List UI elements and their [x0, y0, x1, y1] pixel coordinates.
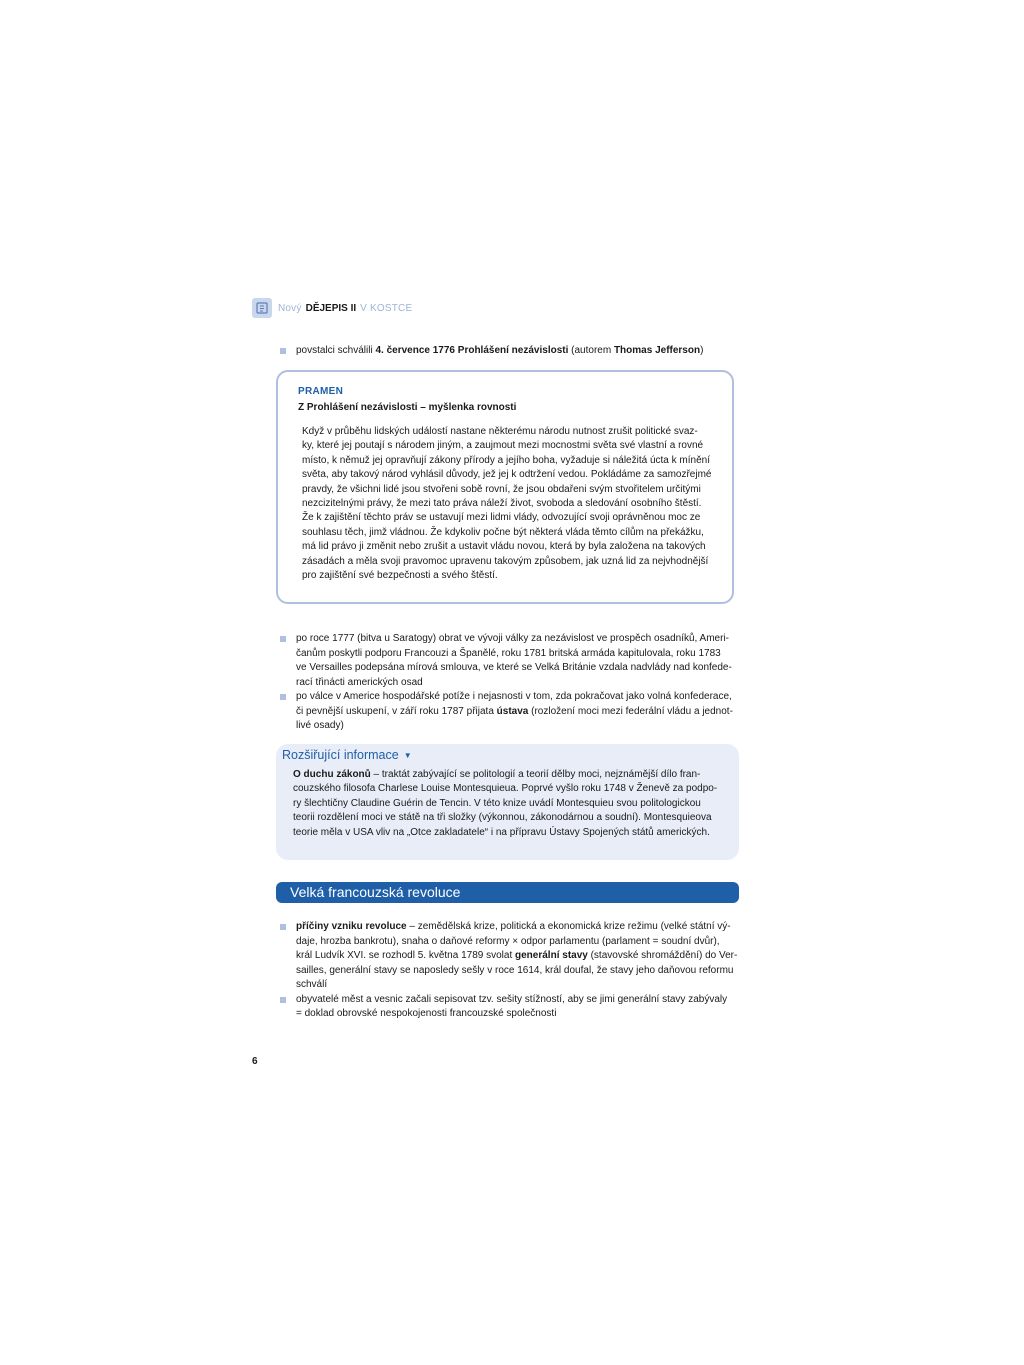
source-label: PRAMEN	[298, 386, 344, 397]
text-line	[296, 920, 742, 935]
text-bold: O duchu zákonů	[293, 769, 371, 780]
bullet-list-french	[280, 920, 742, 1022]
text-bold: ústava	[496, 705, 529, 717]
list-item	[280, 920, 742, 993]
text-line: teorii rozdělení moci ve státě na tři složky (výkonnou, zákonodárnou a soudní). Montesquieova	[293, 812, 712, 824]
info-heading-label: Rozšiřující informace	[282, 748, 399, 762]
text-line: pro zajištění své bezpečnosti a svého štěstí.	[302, 570, 498, 582]
text-line: sailles, generální stavy se naposledy sešly v roce 1614, král doufal, že stavy jeho daňovou reformu	[296, 964, 734, 976]
text-line: livé osady)	[296, 720, 344, 731]
text-line: místo, k němuž jej opravňují zákony přírody a jejího boha, vyžaduje si náležitá úcta k mínění	[302, 454, 710, 466]
list-item	[280, 690, 742, 734]
header-subtitle: V KOSTCE	[360, 302, 413, 314]
text: (stavovské shromáždění) do Ver-	[587, 950, 738, 961]
text: či pevnější uskupení, v září roku 1787 přijata	[296, 705, 497, 717]
list-item	[280, 632, 742, 690]
source-box	[276, 370, 734, 604]
text-line: po válce v Americe hospodářské potíže i nejasnosti v tom, zda pokračovat jako volná konfederace,	[296, 691, 732, 702]
text-line: nezcizitelnými právy, že mezi tato práva náleží život, svoboda a sledování osobního štěstí.	[302, 498, 702, 510]
text-bold: generální stavy	[515, 950, 588, 961]
text: – traktát zabývající se politologií a teorií dělby moci, nejznámější dílo fran-	[370, 769, 701, 780]
bullet-list-intro	[280, 344, 742, 359]
page-number: 6	[252, 1056, 258, 1067]
page-header	[252, 298, 412, 318]
info-box	[276, 744, 739, 860]
text: král Ludvík XVI. se rozhodl 5. května 1789 svolat	[296, 950, 516, 961]
text: povstalci schválili	[296, 345, 376, 356]
list-item	[280, 344, 742, 359]
text-line	[296, 705, 742, 720]
text: )	[700, 345, 704, 356]
triangle-down-icon: ▼	[403, 750, 412, 760]
text-line: schválí	[296, 979, 328, 990]
info-heading[interactable]	[282, 748, 723, 762]
list-item	[280, 993, 742, 1022]
text-line: zásadách a měla svoji pravomoc upravenu takovým způsobem, jak uzná lid za nejvhodnější	[302, 555, 709, 567]
text-line: Že k zajištění těchto práv se ustavují mezi lidmi vlády, odvozující svoji oprávněnou moc ze	[302, 512, 701, 524]
text-line: couzského filosofa Charlese Louise Montesquieua. Poprvé vyšlo roku 1748 v Ženevě za podpo-	[293, 783, 718, 795]
text-line: po roce 1777 (bitva u Saratogy) obrat ve vývoji války za nezávislost ve prospěch osadníků, Ameri-	[296, 633, 729, 644]
text-line: = doklad obrovské nespokojenosti francouzské společnosti	[296, 1008, 557, 1019]
text-line: má lid právo ji změnit nebo zrušit a ustavit vládu novou, která by byla založena na takových	[302, 541, 706, 553]
section-title: Velká francouzská revoluce	[276, 882, 739, 903]
text-line: rací třinácti amerických osad	[296, 676, 423, 688]
text-line: světa, aby takový národ vyhlásil důvody, jež jej k odtržení vedou. Pokládáme za samozřejmé	[302, 469, 712, 481]
text-line: obyvatelé měst a vesnic začali sepisovat tzv. sešity stížností, aby se jimi generální stavy zabývaly	[296, 993, 728, 1005]
text-bold: Thomas Jefferson	[613, 345, 701, 356]
text-line: Když v průběhu lidských událostí nastane některému národu nutnost zrušit politické svaz-	[302, 426, 698, 437]
text-line: souhlasu těch, jimž vládnou. Že kdykoliv počne být některá vláda těmto cílům na překážku,	[302, 526, 704, 538]
text-line: teorie měla v USA vliv na „Otce zakladatele“ i na přípravu Ústavy Spojených států amerických.	[293, 826, 710, 838]
header-title: DĚJEPIS II	[305, 302, 357, 314]
text-line: pravdy, že všichni lidé jsou stvořeni sobě rovní, že jsou obdařeni svým stvořitelem určitými	[302, 483, 701, 495]
book-icon	[252, 298, 272, 318]
text-bold: 4. července 1776 Prohlášení nezávislosti	[375, 345, 569, 356]
text-bold: příčiny vzniku revoluce	[296, 921, 407, 932]
text: – zemědělská krize, politická a ekonomická krize režimu (velké státní vý-	[406, 921, 731, 932]
text-line: ky, které jej poutají s národem jiným, a zaujmout mezi mocnostmi světa své vlastní a rovné	[302, 440, 704, 452]
source-title: Z Prohlášení nezávislosti – myšlenka rovnosti	[298, 402, 517, 413]
text-line	[293, 768, 723, 782]
bullet-list-american	[280, 632, 742, 734]
source-text	[298, 425, 714, 583]
text-line	[296, 949, 742, 964]
text: (autorem	[568, 345, 614, 356]
text-line: ry šlechtičny Claudine Guérin de Tencin. V této knize uvádí Montesquieu svou politologickou	[293, 797, 701, 809]
info-text	[282, 768, 723, 840]
text-line: daje, hrozba bankrotu), snaha o daňové reformy × odpor parlamentu (parlament = soudní dvůr),	[296, 935, 720, 947]
text-line: ve Versailles podepsána mírová smlouva, ve které se Velká Británie vzdala nadvlády nad konfede-	[296, 662, 732, 673]
header-novy: Nový	[278, 302, 302, 314]
text-line: čanům poskytli podporu Francouzi a Španělé, roku 1781 britská armáda kapitulovala, roku 1783	[296, 647, 721, 659]
text: (rozložení moci mezi federální vládu a jednot-	[528, 705, 733, 717]
